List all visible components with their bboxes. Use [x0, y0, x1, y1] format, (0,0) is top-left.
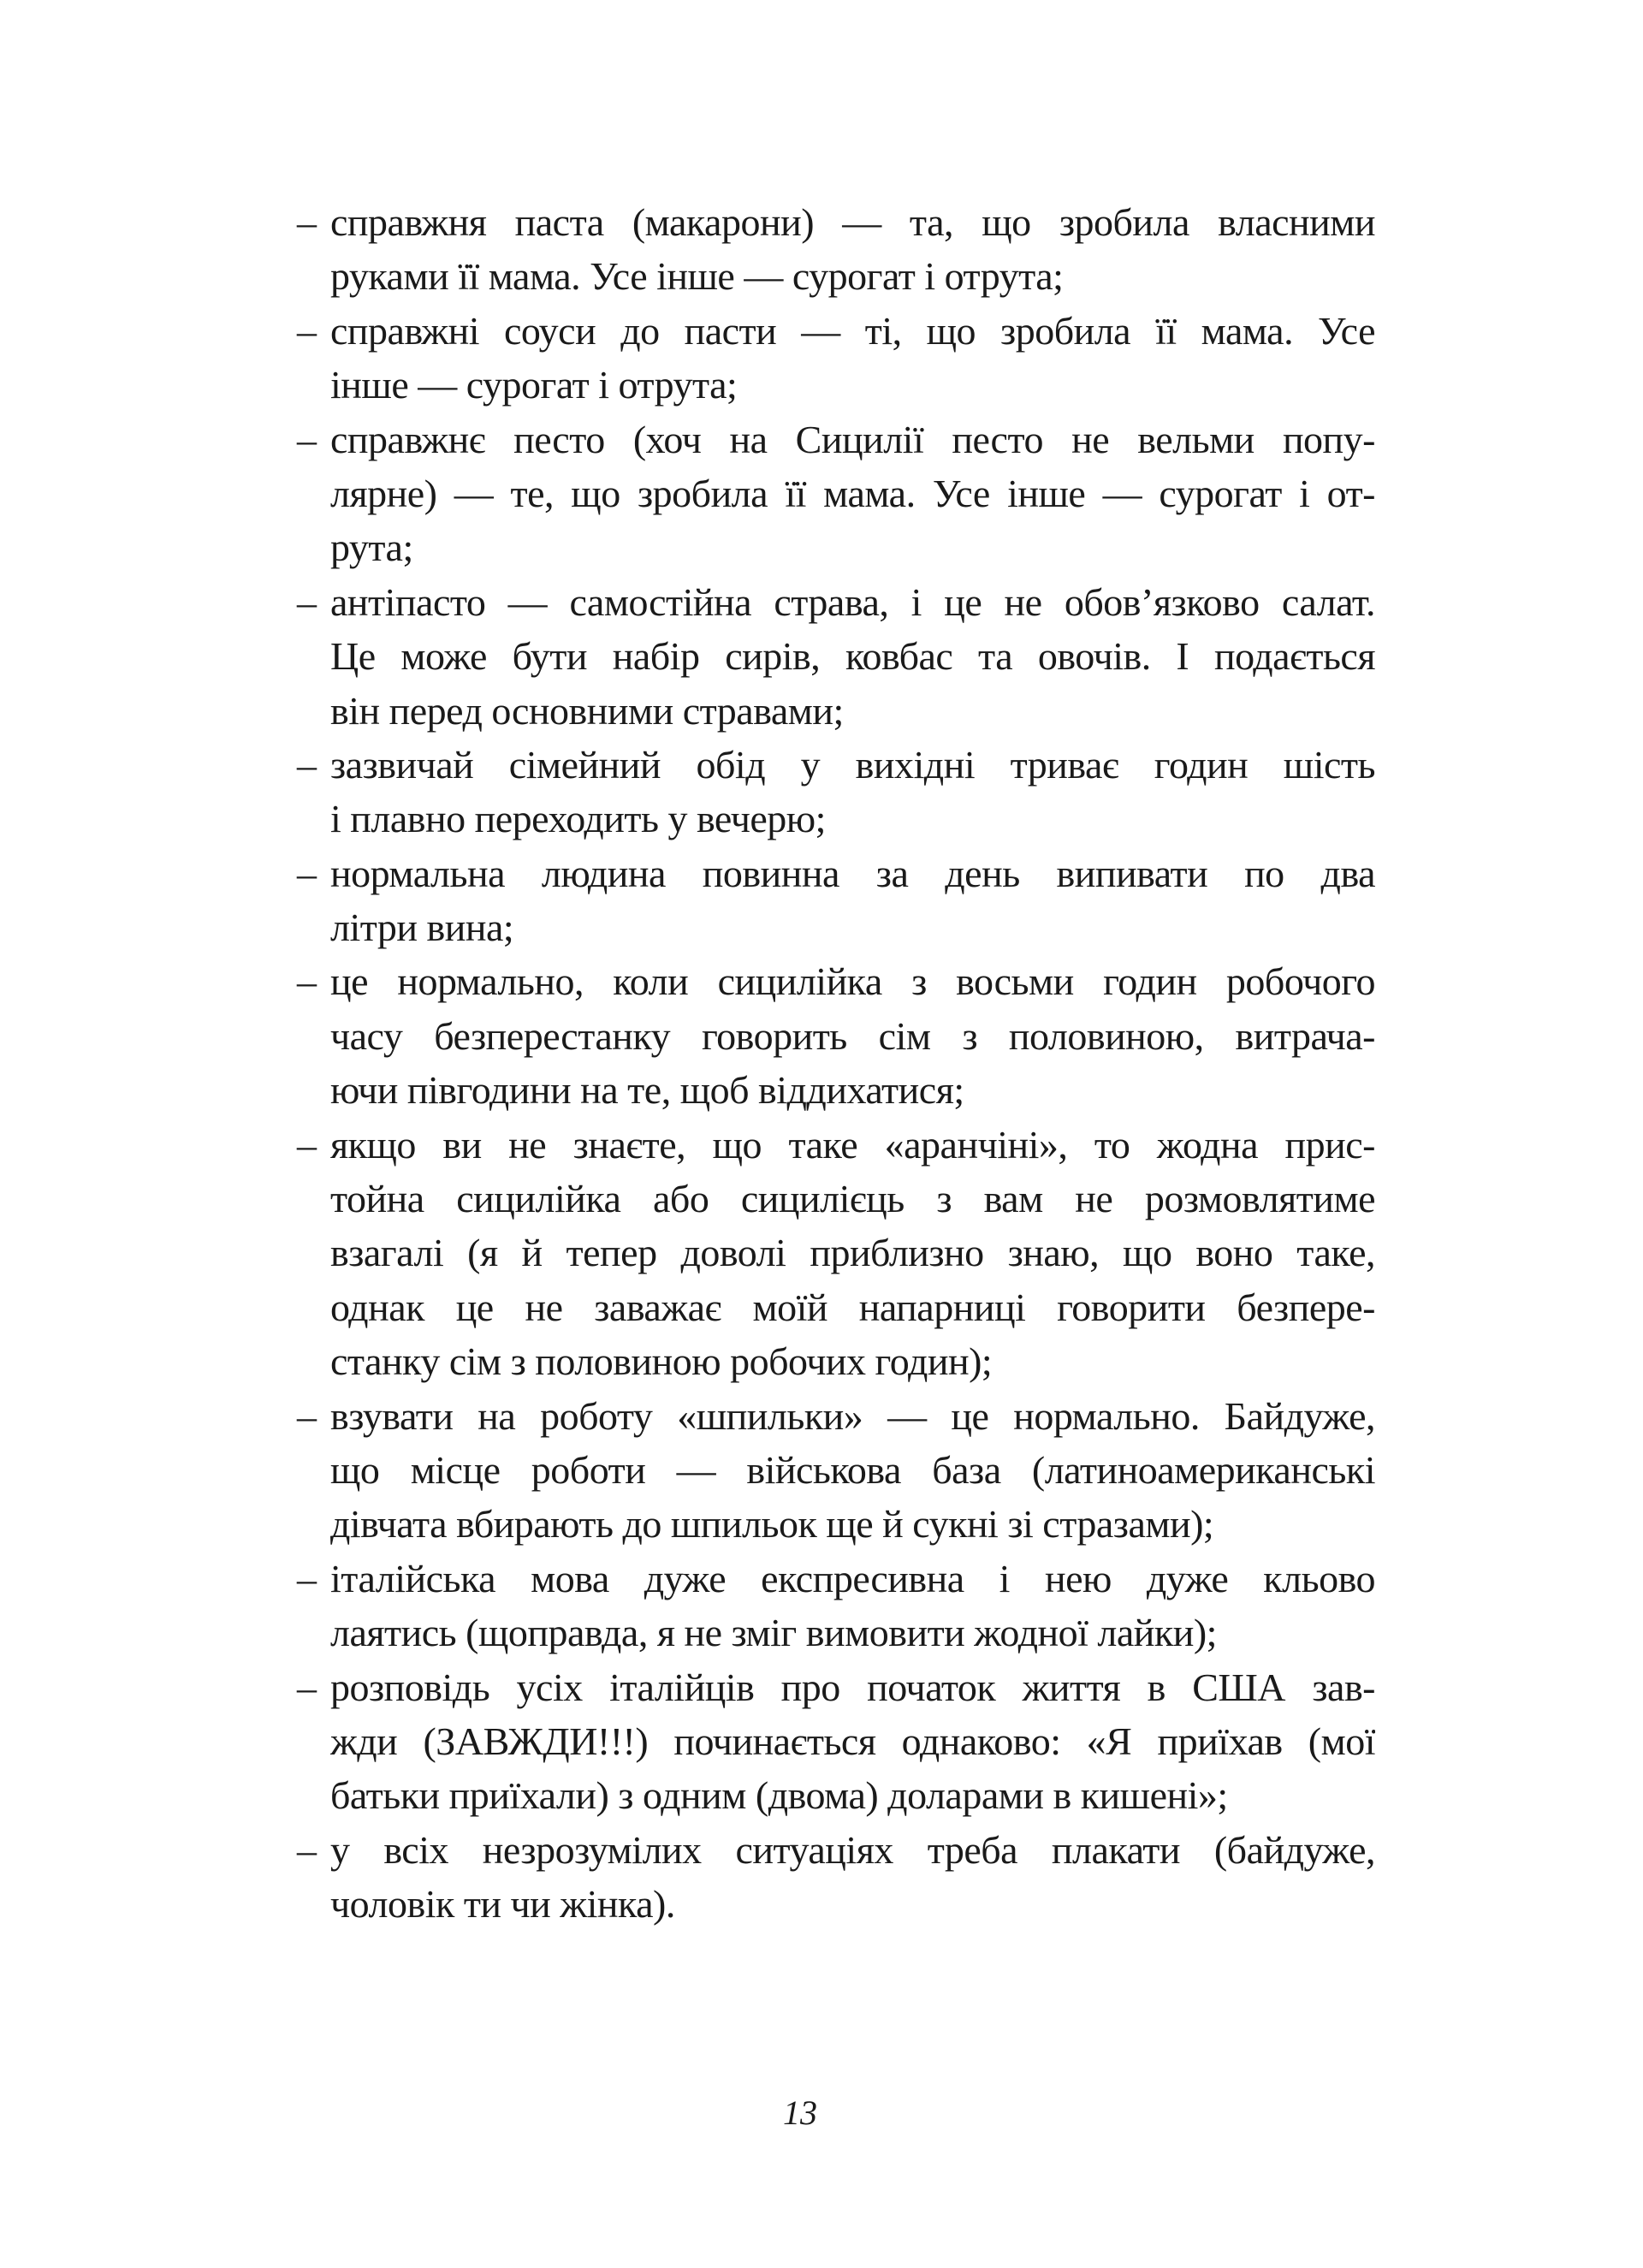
text-line: це нормально, коли сицилійка з восьми годин робочого — [330, 959, 1375, 1004]
bullet-list — [297, 195, 1375, 1932]
text-line: часу безперестанку говорить сім з половиною, витрача- — [330, 1013, 1375, 1058]
text-line: справжнє песто (хоч на Сицилії песто не вельми попу- — [330, 417, 1375, 461]
text-line: жди (ЗАВЖДИ!!!) починається однаково: «Я приїхав (мої — [330, 1719, 1375, 1763]
bullet-dash: – — [297, 851, 317, 895]
bullet-dash: – — [297, 1827, 317, 1872]
list-item — [297, 1118, 1375, 1389]
text-line: лярне) — те, що зробила її мама. Усе інше — сурогат і от- — [330, 471, 1375, 515]
text-line: у всіх незрозумілих ситуаціях треба плакати (байдуже, — [330, 1827, 1375, 1872]
list-item — [297, 1389, 1375, 1552]
text-line: інше — сурогат і отрута; — [330, 363, 738, 407]
text-line: антіпасто — самостійна страва, і це не обов’язково салат. — [330, 579, 1375, 624]
text-line: якщо ви не знаєте, що таке «аранчіні», то жодна прис- — [330, 1122, 1375, 1167]
text-line: літри вина; — [330, 905, 514, 950]
text-line: Це може бути набір сирів, ковбас та овочів. І подається — [330, 634, 1375, 679]
text-line: станку сім з половиною робочих годин); — [330, 1339, 993, 1384]
list-item — [297, 1823, 1375, 1932]
bullet-dash: – — [297, 959, 317, 1004]
text-line: розповідь усіх італійців про початок життя в США зав- — [330, 1665, 1375, 1709]
text-line: лаятись (щоправда, я не зміг вимовити жодної лайки); — [330, 1611, 1217, 1655]
list-item — [297, 738, 1375, 846]
text-line: тойна сицилійка або сицилієць з вам не розмовлятиме — [330, 1177, 1375, 1221]
text-line: італійська мова дуже експресивна і нею дуже кльово — [330, 1556, 1375, 1600]
text-line: справжні соуси до пасти — ті, що зробила її мама. Усе — [330, 308, 1375, 353]
list-item — [297, 1552, 1375, 1660]
text-line: взагалі (я й тепер доволі приблизно знаю, що воно таке, — [330, 1231, 1375, 1275]
text-line: що місце роботи — військова база (латиноамериканські — [330, 1447, 1375, 1492]
bullet-dash: – — [297, 308, 317, 353]
bullet-dash: – — [297, 1665, 317, 1709]
list-item — [297, 954, 1375, 1117]
text-line: ючи півгодини на те, щоб віддихатися; — [330, 1068, 964, 1113]
list-item — [297, 575, 1375, 738]
list-item — [297, 195, 1375, 304]
text-line: чоловік ти чи жінка). — [330, 1882, 675, 1927]
list-item — [297, 1660, 1375, 1823]
text-line: рута; — [330, 525, 413, 570]
text-line: батьки приїхали) з одним (двома) доларами в кишені»; — [330, 1773, 1228, 1818]
bullet-dash: – — [297, 417, 317, 461]
text-line: він перед основними стравами; — [330, 688, 844, 733]
text-line: справжня паста (макарони) — та, що зробила власними — [330, 200, 1375, 244]
page-number: 13 — [783, 2093, 817, 2132]
bullet-dash: – — [297, 1556, 317, 1600]
text-line: однак це не заважає моїй напарниці говорити безпере- — [330, 1285, 1375, 1329]
bullet-dash: – — [297, 200, 317, 244]
text-line: зазвичай сімейний обід у вихідні триває годин шість — [330, 742, 1375, 787]
text-line: руками її мама. Усе інше — сурогат і отрута; — [330, 254, 1064, 299]
list-item — [297, 413, 1375, 575]
bullet-dash: – — [297, 579, 317, 624]
bullet-dash: – — [297, 742, 317, 787]
text-line: і плавно переходить у вечерю; — [330, 797, 826, 841]
list-item — [297, 304, 1375, 413]
text-line: дівчата вбирають до шпильок ще й сукні зі стразами); — [330, 1502, 1214, 1547]
bullet-dash: – — [297, 1393, 317, 1438]
text-line: взувати на роботу «шпильки» — це нормально. Байдуже, — [330, 1393, 1375, 1438]
bullet-dash: – — [297, 1122, 317, 1167]
text-line: нормальна людина повинна за день випивати по два — [330, 851, 1375, 895]
list-item — [297, 846, 1375, 955]
